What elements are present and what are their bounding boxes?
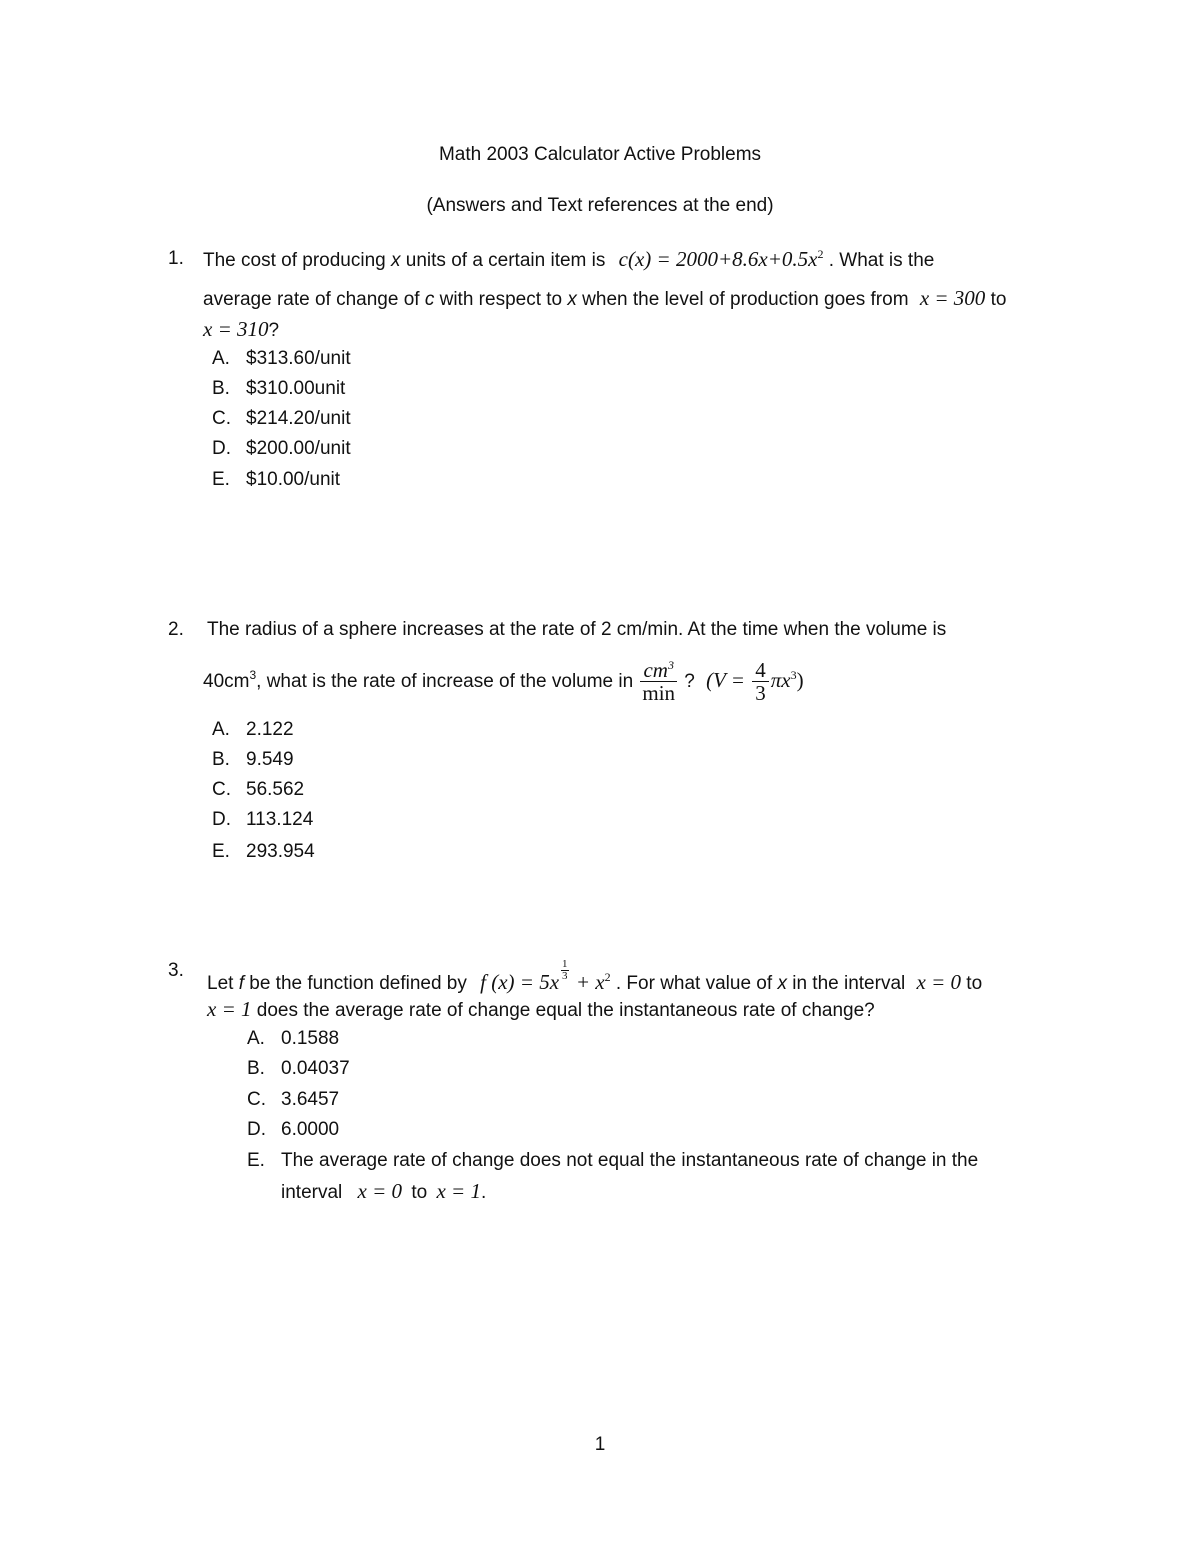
question-3-line-1: Let f be the function defined by f (x) = 5x $\frac{1}{3}$ + $x^2$ . For what value of x in the interval x = 0 to bbox=[207, 958, 983, 994]
question-2-line-1: The radius of a sphere increases at the rate of 2 cm/min. At the time when the volume is bbox=[207, 619, 947, 640]
question-1-line-1: The cost of producing x units of a certain item is $c(x) = 2000+8.6x+0.5x^2$ . What is the bbox=[203, 247, 935, 271]
question-1-option-e: E. $10.00/unit bbox=[212, 469, 341, 490]
page-subtitle: (Answers and Text references at the end) bbox=[426, 195, 774, 216]
question-2-option-c: C. 56.562 bbox=[212, 779, 305, 800]
page-number: 1 bbox=[594, 1434, 606, 1455]
question-1-option-a: A. $313.60/unit bbox=[212, 348, 351, 369]
question-1-line-3: x = 310? bbox=[203, 317, 280, 341]
function-definition: f (x) = 5x bbox=[480, 970, 560, 994]
question-1-line-2: average rate of change of c with respect to x when the level of production goes from x = 300 to bbox=[203, 286, 1007, 310]
question-3-option-c: C. 3.6457 bbox=[247, 1089, 340, 1110]
question-3-line-2: x = 1 does the average rate of change equal the instantaneous rate of change? bbox=[207, 997, 875, 1021]
question-3-option-d: D. 6.0000 bbox=[247, 1119, 340, 1140]
question-1-option-b: B. $310.00unit bbox=[212, 378, 346, 399]
page-title: Math 2003 Calculator Active Problems bbox=[438, 144, 762, 165]
question-2-option-b: B. 9.549 bbox=[212, 749, 294, 770]
question-1-number: 1. bbox=[168, 248, 184, 269]
question-2-option-e: E. 293.954 bbox=[212, 841, 315, 862]
question-3-option-e-line-2: interval x = 0 to x = 1. bbox=[281, 1179, 487, 1203]
question-3-option-e: E. The average rate of change does not equal the instantaneous rate of change in the bbox=[247, 1150, 979, 1171]
question-2-number: 2. bbox=[168, 619, 184, 640]
exponent-one-third: $\frac{1}{3}$ bbox=[562, 958, 568, 982]
question-2-line-2: $40cm^3$, what is the rate of increase of the volume in $\frac{cm^3}{\min}$ ? (V = $\frac{4}{3}$ $\pi x^3$) bbox=[203, 658, 804, 706]
question-3-option-b: B. 0.04037 bbox=[247, 1058, 350, 1079]
sphere-volume-fraction: $\frac{4}{3}$ bbox=[752, 659, 769, 704]
question-2-option-d: D. 113.124 bbox=[212, 809, 314, 830]
question-1-option-d: D. $200.00/unit bbox=[212, 438, 351, 459]
volume-rate-unit: $\frac{cm^3}{\min}$ bbox=[642, 658, 676, 706]
question-1-option-c: C. $214.20/unit bbox=[212, 408, 351, 429]
question-3-option-a: A. 0.1588 bbox=[247, 1028, 340, 1049]
question-2-option-a: A. 2.122 bbox=[212, 719, 294, 740]
cost-function: c(x) = 2000+8.6x+0.5x bbox=[618, 247, 818, 271]
question-3-number: 3. bbox=[168, 960, 184, 981]
